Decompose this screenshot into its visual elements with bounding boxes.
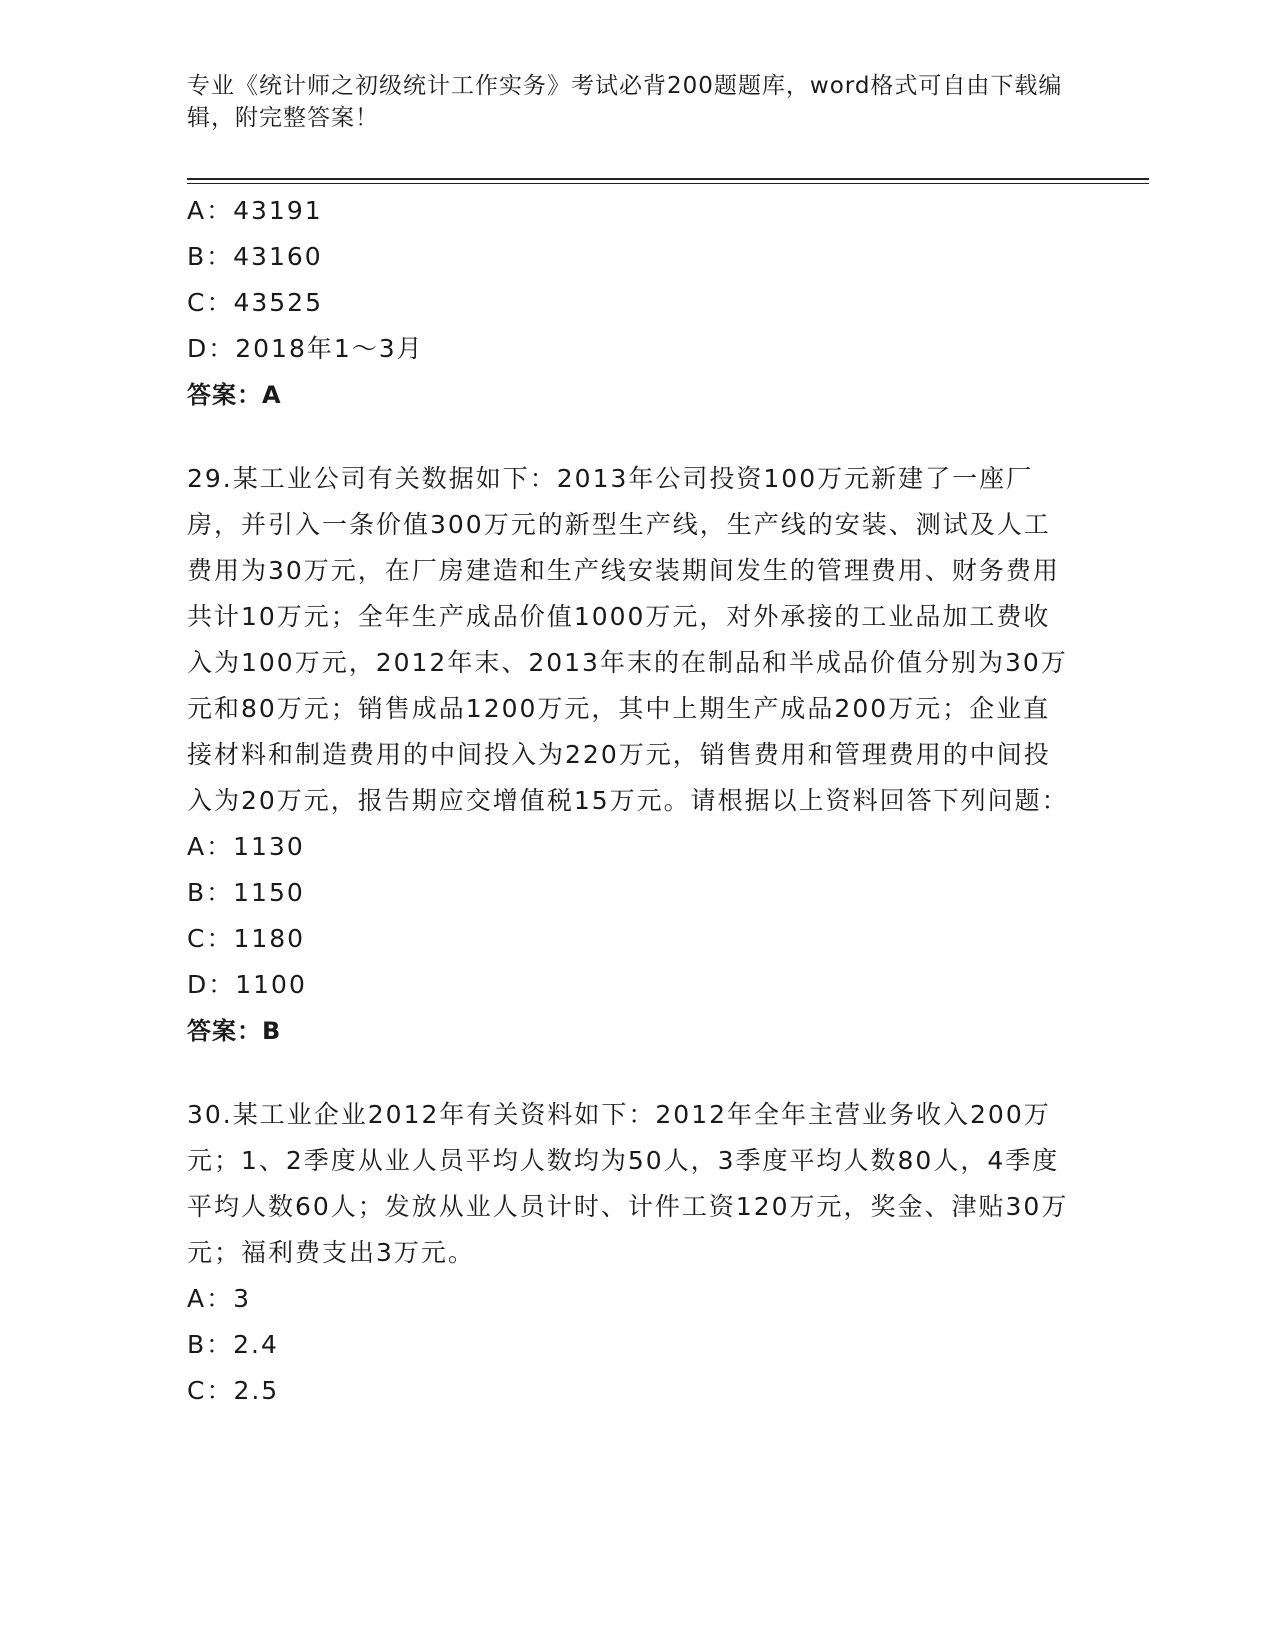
question-30-block <box>187 1092 1087 1414</box>
header-divider-thin <box>187 183 1149 184</box>
option-a: A：43191 <box>187 196 323 225</box>
option-c: C：43525 <box>187 288 323 317</box>
question-30-text: 30.某工业企业2012年有关资料如下：2012年全年主营业务收入200万元；1、2季度从业人员平均人数均为50人，3季度平均人数80人，4季度平均人数60人；发放从业人员计时、计件工资120万元，奖金、津贴30万元；福利费支出3万元。 <box>187 1100 1069 1267</box>
prev-question-block <box>187 188 1087 418</box>
answer-line: 答案：A <box>187 381 282 409</box>
option-b: B：43160 <box>187 242 323 271</box>
option-b: B：1150 <box>187 878 305 907</box>
question-29-text: 29.某工业公司有关数据如下：2013年公司投资100万元新建了一座厂房，并引入一条价值300万元的新型生产线，生产线的安装、测试及人工费用为30万元，在厂房建造和生产线安装期间发生的管理费用、财务费用共计10万元；全年生产成品价值1000万元，对外承接的工业品加工费收入为100万元，2012年末、2013年末的在制品和半成品价值分别为30万元和80万元；销售成品1200万元，其中上期生产成品200万元；企业直接材料和制造费用的中间投入为220万元，销售费用和管理费用的中间投入为20万元，报告期应交增值税15万元。请根据以上资料回答下列问题： <box>187 464 1069 815</box>
option-b: B：2.4 <box>187 1330 279 1359</box>
option-a: A：1130 <box>187 832 305 861</box>
question-29-block <box>187 456 1087 1054</box>
option-d: D：2018年1～3月 <box>187 334 424 363</box>
option-d: D：1100 <box>187 970 307 999</box>
option-c: C：2.5 <box>187 1376 280 1405</box>
option-c: C：1180 <box>187 924 306 953</box>
page-header-title: 专业《统计师之初级统计工作实务》考试必背200题题库，word格式可自由下载编辑，附完整答案！ <box>187 73 1063 131</box>
option-a: A：3 <box>187 1284 252 1313</box>
document-body <box>187 188 1087 1414</box>
answer-line: 答案：B <box>187 1017 282 1045</box>
header-divider-thick <box>187 178 1149 180</box>
